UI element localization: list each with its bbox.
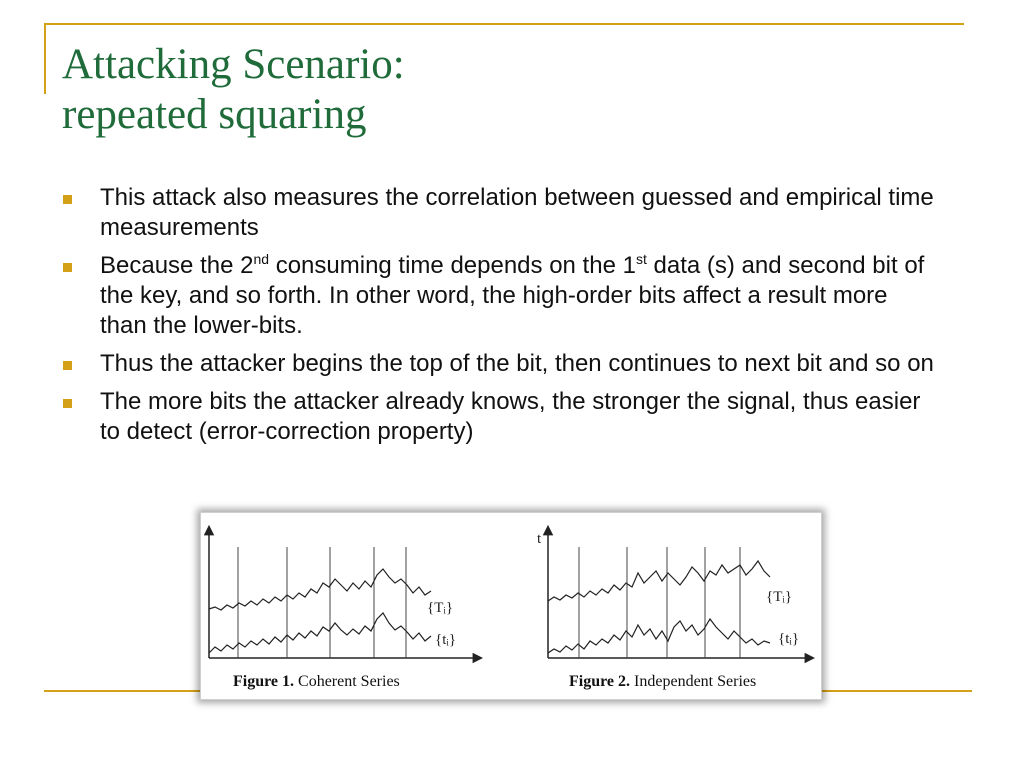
- slide-title: [62, 40, 405, 140]
- bullet-item: [60, 251, 940, 341]
- figure-1-caption-bold: Figure 1.: [233, 673, 295, 690]
- bullet-list: [60, 183, 940, 455]
- fig2-lower-series-label: {tᵢ}: [778, 631, 800, 647]
- bullet-text-part: consuming time depends on the 1: [269, 252, 636, 279]
- fig1-upper-series-label: {Tᵢ}: [427, 600, 454, 616]
- bullet-item: [60, 387, 940, 447]
- figure-panel: [200, 512, 822, 700]
- fig2-upper-series-label: {Tᵢ}: [766, 589, 793, 605]
- fig1-lower-series-label: {tᵢ}: [435, 632, 457, 648]
- square-bullet-icon: [63, 195, 72, 204]
- fig2-lower-series: [548, 619, 770, 653]
- series-figures: [201, 513, 821, 699]
- figure-2-caption-text: Independent Series: [630, 673, 757, 690]
- title-line-1: Attacking Scenario:: [62, 41, 405, 88]
- bullet-text: The more bits the attacker already knows, the stronger the signal, thus easier to detect (error-correction property): [100, 388, 921, 445]
- fig1-gridlines: [238, 547, 406, 658]
- fig2-upper-series: [548, 561, 770, 601]
- bullet-text: This attack also measures the correlation between guessed and empirical time measurements: [100, 184, 934, 241]
- fig1-upper-series: [209, 569, 431, 610]
- fig1-lower-series: [209, 613, 431, 653]
- bullet-text-part: data (s) and second bit of the key, and so forth. In other word, the high-order bits affect a result more than the lower-bits.: [100, 252, 925, 339]
- superscript: nd: [253, 251, 270, 267]
- bullet-text: Thus the attacker begins the top of the bit, then continues to next bit and so on: [100, 350, 934, 377]
- title-line-2: repeated squaring: [62, 91, 367, 138]
- frame-left-line: [44, 23, 46, 94]
- bullet-item: [60, 183, 940, 243]
- figure-2-caption-bold: Figure 2.: [569, 673, 631, 690]
- frame-top-line: [44, 23, 964, 25]
- superscript: st: [635, 251, 647, 267]
- square-bullet-icon: [63, 399, 72, 408]
- bullet-item: [60, 349, 940, 379]
- figure-1-caption-text: Coherent Series: [294, 673, 400, 690]
- fig2-axis-label: t: [537, 531, 542, 547]
- square-bullet-icon: [63, 361, 72, 370]
- square-bullet-icon: [63, 263, 72, 272]
- figure-1-caption: [233, 673, 400, 691]
- fig2-gridlines: [579, 547, 740, 658]
- bullet-text-part: Because the 2: [100, 252, 254, 279]
- figure-2-caption: [569, 673, 756, 691]
